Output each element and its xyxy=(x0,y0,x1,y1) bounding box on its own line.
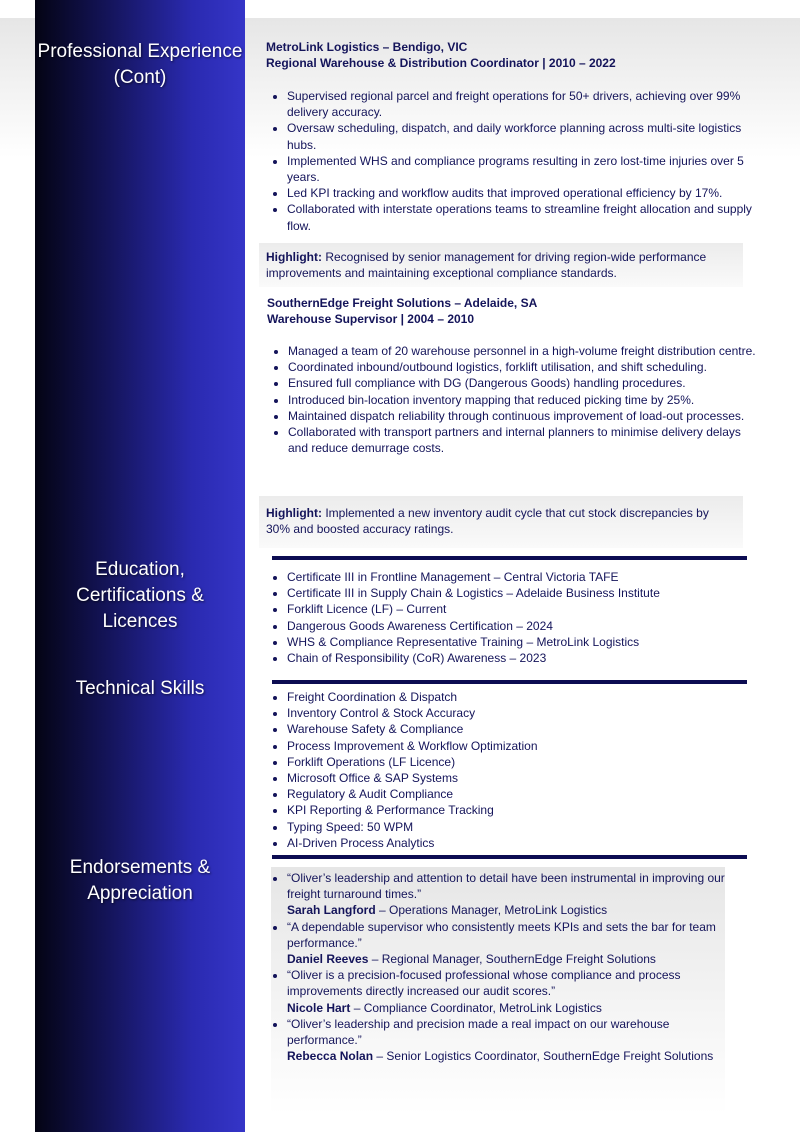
list-item: Maintained dispatch reliability through continuous improvement of load-out processes. xyxy=(267,408,757,424)
list-item: Supervised regional parcel and freight operations for 50+ drivers, achieving over 99% delivery accuracy. xyxy=(266,88,756,120)
list-item: Forklift Licence (LF) – Current xyxy=(266,601,746,617)
list-item: WHS & Compliance Representative Training – MetroLink Logistics xyxy=(266,634,746,650)
list-item: Certificate III in Supply Chain & Logistics – Adelaide Business Institute xyxy=(266,585,746,601)
endorsement-item xyxy=(266,1016,736,1065)
section-heading-endorsements: Endorsements & Appreciation xyxy=(69,857,211,904)
list-item: Coordinated inbound/outbound logistics, forklift utilisation, and shift scheduling. xyxy=(267,359,757,375)
job-header xyxy=(267,295,537,327)
endorsement-quote: “Oliver is a precision-focused professional whose compliance and process improvements directly increased our audit scores.” xyxy=(287,968,681,999)
job-role: Regional Warehouse & Distribution Coordinator | 2010 – 2022 xyxy=(266,56,616,71)
list-item: Forklift Operations (LF Licence) xyxy=(266,754,746,770)
list-item: Typing Speed: 50 WPM xyxy=(266,819,746,835)
education-list xyxy=(266,569,746,666)
endorser-name: Rebecca Nolan xyxy=(287,1049,374,1064)
job-bullets xyxy=(267,343,757,456)
highlight-label: Highlight: xyxy=(266,250,322,264)
endorsements-list xyxy=(266,870,736,1064)
highlight-text: Implemented a new inventory audit cycle that cut stock discrepancies by 30% and boosted accuracy ratings. xyxy=(266,506,709,537)
highlight-box xyxy=(259,243,743,287)
endorser-name: Sarah Langford xyxy=(287,903,376,918)
endorsement-quote: “Oliver’s leadership and attention to detail have been instrumental in improving our freight turnaround times.” xyxy=(287,871,725,902)
job-company: MetroLink Logistics – Bendigo, VIC xyxy=(266,40,468,54)
list-item: Certificate III in Frontline Management – Central Victoria TAFE xyxy=(266,569,746,585)
list-item: Led KPI tracking and workflow audits that improved operational efficiency by 17%. xyxy=(266,185,756,201)
list-item: Inventory Control & Stock Accuracy xyxy=(266,705,746,721)
endorsement-item xyxy=(266,967,736,1016)
endorser-title: – Senior Logistics Coordinator, SouthernEdge Freight Solutions xyxy=(373,1049,714,1064)
list-item: Oversaw scheduling, dispatch, and daily workforce planning across multi-site logistics hubs. xyxy=(266,120,756,152)
list-item: KPI Reporting & Performance Tracking xyxy=(266,802,746,818)
list-item: Chain of Responsibility (CoR) Awareness – 2023 xyxy=(266,650,746,666)
skills-list xyxy=(266,689,746,851)
endorsement-item xyxy=(266,919,736,968)
endorsement-item xyxy=(266,870,736,919)
list-item: Collaborated with transport partners and internal planners to minimise delivery delays and reduce demurrage costs. xyxy=(267,424,757,456)
endorser-name: Daniel Reeves xyxy=(287,952,369,967)
job-header xyxy=(266,39,616,71)
highlight-text: Recognised by senior management for driving region-wide performance improvements and maintaining exceptional compliance standards. xyxy=(266,250,707,281)
list-item: Freight Coordination & Dispatch xyxy=(266,689,746,705)
list-item: Process Improvement & Workflow Optimization xyxy=(266,738,746,754)
endorser-title: – Compliance Coordinator, MetroLink Logistics xyxy=(350,1000,602,1015)
endorser-title: – Regional Manager, SouthernEdge Freight Solutions xyxy=(368,952,656,967)
list-item: Collaborated with interstate operations teams to streamline freight allocation and supply flow. xyxy=(266,201,756,233)
list-item: Introduced bin-location inventory mapping that reduced picking time by 25%. xyxy=(267,392,757,408)
section-heading-skills: Technical Skills xyxy=(75,678,205,699)
list-item: Ensured full compliance with DG (Dangerous Goods) handling procedures. xyxy=(267,375,757,391)
endorser-name: Nicole Hart xyxy=(287,1000,351,1015)
list-item: Warehouse Safety & Compliance xyxy=(266,721,746,737)
list-item: Managed a team of 20 warehouse personnel in a high-volume freight distribution centre. xyxy=(267,343,757,359)
endorsement-quote: “A dependable supervisor who consistently meets KPIs and sets the bar for team performance.” xyxy=(287,919,716,950)
divider xyxy=(272,855,747,859)
list-item: Regulatory & Audit Compliance xyxy=(266,786,746,802)
endorser-title: – Operations Manager, MetroLink Logistics xyxy=(375,903,608,918)
section-heading-education: Education, Certifications & Licences xyxy=(76,559,204,632)
divider xyxy=(272,680,747,684)
list-item: AI-Driven Process Analytics xyxy=(266,835,746,851)
list-item: Microsoft Office & SAP Systems xyxy=(266,770,746,786)
highlight-box xyxy=(259,496,743,548)
list-item: Dangerous Goods Awareness Certification – 2024 xyxy=(266,618,746,634)
divider xyxy=(272,556,747,560)
list-item: Implemented WHS and compliance programs resulting in zero lost-time injuries over 5 years. xyxy=(266,153,756,185)
endorsement-quote: “Oliver’s leadership and precision made a real impact on our warehouse performance.” xyxy=(287,1016,670,1048)
job-role: Warehouse Supervisor | 2004 – 2010 xyxy=(267,312,475,327)
job-bullets xyxy=(266,88,756,234)
section-heading-experience: Professional Experience (Cont) xyxy=(37,41,243,88)
highlight-label: Highlight: xyxy=(266,506,322,520)
job-company: SouthernEdge Freight Solutions – Adelaide, SA xyxy=(267,296,538,310)
